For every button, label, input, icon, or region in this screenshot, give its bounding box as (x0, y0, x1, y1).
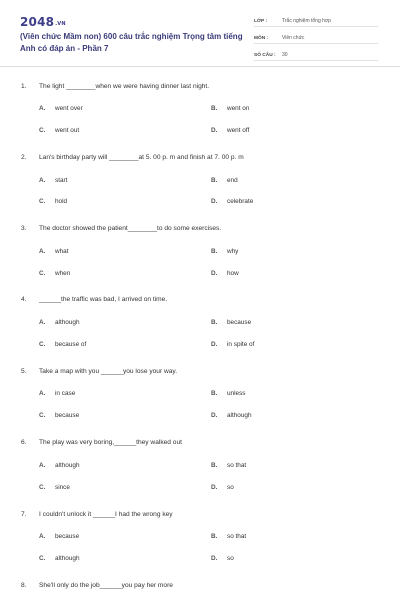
meta-panel (254, 14, 378, 65)
question-number: 1. (21, 83, 27, 90)
answer-option[interactable] (211, 533, 246, 540)
meta-value: 30 (282, 52, 288, 58)
meta-label: LỚP : (254, 19, 268, 24)
site-logo[interactable] (20, 15, 66, 29)
option-text: so (227, 555, 234, 562)
option-text: went over (55, 105, 83, 112)
option-letter: D. (211, 127, 218, 134)
answer-option[interactable] (39, 177, 67, 184)
option-text: because (55, 412, 80, 419)
option-text: went on (227, 105, 250, 112)
answer-option[interactable] (211, 319, 251, 326)
question-text (21, 154, 244, 161)
meta-value: Viên chức (282, 35, 305, 41)
meta-label: MÔN : (254, 36, 269, 41)
option-letter: C. (39, 341, 46, 348)
question-stem: The play was very boring,______they walked out (39, 439, 182, 446)
answer-option[interactable] (211, 105, 249, 112)
answer-option[interactable] (39, 390, 75, 397)
option-letter: D. (211, 198, 218, 205)
question-number: 5. (21, 368, 27, 375)
option-text: so that (227, 533, 247, 540)
question-text (21, 439, 182, 446)
option-text: although (55, 462, 80, 469)
answer-option[interactable] (39, 319, 80, 326)
question-stem: She'll only do the job______you pay her more (39, 582, 173, 589)
answer-option[interactable] (39, 341, 86, 348)
document-title: (Viên chức Mầm non) 600 câu trắc nghiệm Trọng tâm tiếng Anh có đáp án - Phần 7 (20, 32, 243, 53)
answer-option[interactable] (211, 484, 234, 491)
question-stem: I couldn't unlock it ______I had the wrong key (39, 511, 173, 518)
answer-option[interactable] (39, 105, 83, 112)
option-letter: B. (211, 462, 218, 469)
meta-value: Trắc nghiệm tổng hợp (282, 18, 331, 24)
option-text: although (227, 412, 252, 419)
logo-domain-text: .VN (55, 21, 66, 27)
answer-option[interactable] (39, 248, 69, 255)
option-letter: B. (211, 390, 218, 397)
option-text: so that (227, 462, 247, 469)
option-text: end (227, 177, 238, 184)
option-letter: C. (39, 127, 46, 134)
answer-option[interactable] (211, 127, 249, 134)
answer-option[interactable] (39, 412, 79, 419)
meta-row-question-count (254, 48, 378, 61)
answer-option[interactable] (211, 270, 239, 277)
question-stem: Take a map with you ______you lose your way. (39, 368, 178, 375)
question-stem: ______the traffic was bad, I arrived on time. (39, 296, 168, 303)
option-letter: A. (39, 248, 46, 255)
question-text (21, 511, 173, 518)
answer-option[interactable] (211, 412, 252, 419)
answer-option[interactable] (211, 177, 238, 184)
option-text: start (55, 177, 68, 184)
option-text: when (55, 270, 71, 277)
option-letter: B. (211, 319, 218, 326)
question-number: 4. (21, 296, 27, 303)
option-text: went off (227, 127, 250, 134)
question-text (21, 582, 173, 589)
answer-option[interactable] (39, 484, 70, 491)
question-text (21, 296, 167, 303)
option-text: celebrate (227, 198, 254, 205)
option-text: because of (55, 341, 87, 348)
answer-option[interactable] (211, 198, 253, 205)
answer-option[interactable] (39, 127, 79, 134)
option-text: what (55, 248, 69, 255)
question-number: 6. (21, 439, 27, 446)
option-text: so (227, 484, 234, 491)
option-letter: D. (211, 341, 218, 348)
question-stem: The light ________when we were having dinner last night. (39, 83, 210, 90)
logo-main-text: 2048 (20, 15, 55, 29)
option-letter: A. (39, 390, 46, 397)
answer-option[interactable] (211, 555, 234, 562)
answer-option[interactable] (39, 555, 80, 562)
option-letter: A. (39, 533, 46, 540)
header-divider (0, 66, 400, 67)
option-letter: A. (39, 105, 46, 112)
option-text: because (55, 533, 80, 540)
option-letter: C. (39, 484, 46, 491)
question-text (21, 368, 177, 375)
option-text: although (55, 319, 80, 326)
option-text: although (55, 555, 80, 562)
answer-option[interactable] (211, 390, 245, 397)
answer-option[interactable] (211, 462, 246, 469)
answer-option[interactable] (211, 341, 254, 348)
option-text: in case (55, 390, 76, 397)
question-number: 7. (21, 511, 27, 518)
option-letter: D. (211, 484, 218, 491)
option-letter: C. (39, 412, 46, 419)
option-text: unless (227, 390, 246, 397)
option-text: because (227, 319, 252, 326)
question-number: 2. (21, 154, 27, 161)
question-text (21, 225, 221, 232)
option-letter: C. (39, 270, 46, 277)
answer-option[interactable] (39, 462, 80, 469)
meta-label: SỐ CÂU : (254, 53, 276, 58)
meta-row-subject (254, 31, 378, 44)
option-letter: A. (39, 462, 46, 469)
option-letter: D. (211, 270, 218, 277)
answer-option[interactable] (39, 270, 70, 277)
question-text (21, 83, 209, 90)
option-letter: A. (39, 177, 46, 184)
question-number: 8. (21, 582, 27, 589)
option-text: went out (55, 127, 80, 134)
option-letter: A. (39, 319, 46, 326)
option-text: why (227, 248, 239, 255)
option-text: in spite of (227, 341, 255, 348)
answer-option[interactable] (39, 533, 79, 540)
question-number: 3. (21, 225, 27, 232)
option-text: since (55, 484, 70, 491)
answer-option[interactable] (211, 248, 238, 255)
meta-row-class (254, 14, 378, 27)
option-letter: B. (211, 177, 218, 184)
option-letter: B. (211, 248, 218, 255)
answer-option[interactable] (39, 198, 67, 205)
option-text: hold (55, 198, 68, 205)
option-letter: D. (211, 412, 218, 419)
option-letter: C. (39, 198, 46, 205)
option-text: how (227, 270, 239, 277)
question-stem: Lan's birthday party will ________at 5. 00 p. m and finish at 7. 00 p. m (39, 154, 244, 161)
option-letter: D. (211, 555, 218, 562)
option-letter: C. (39, 555, 46, 562)
question-stem: The doctor showed the patient________to do some exercises. (39, 225, 222, 232)
option-letter: B. (211, 533, 218, 540)
option-letter: B. (211, 105, 218, 112)
